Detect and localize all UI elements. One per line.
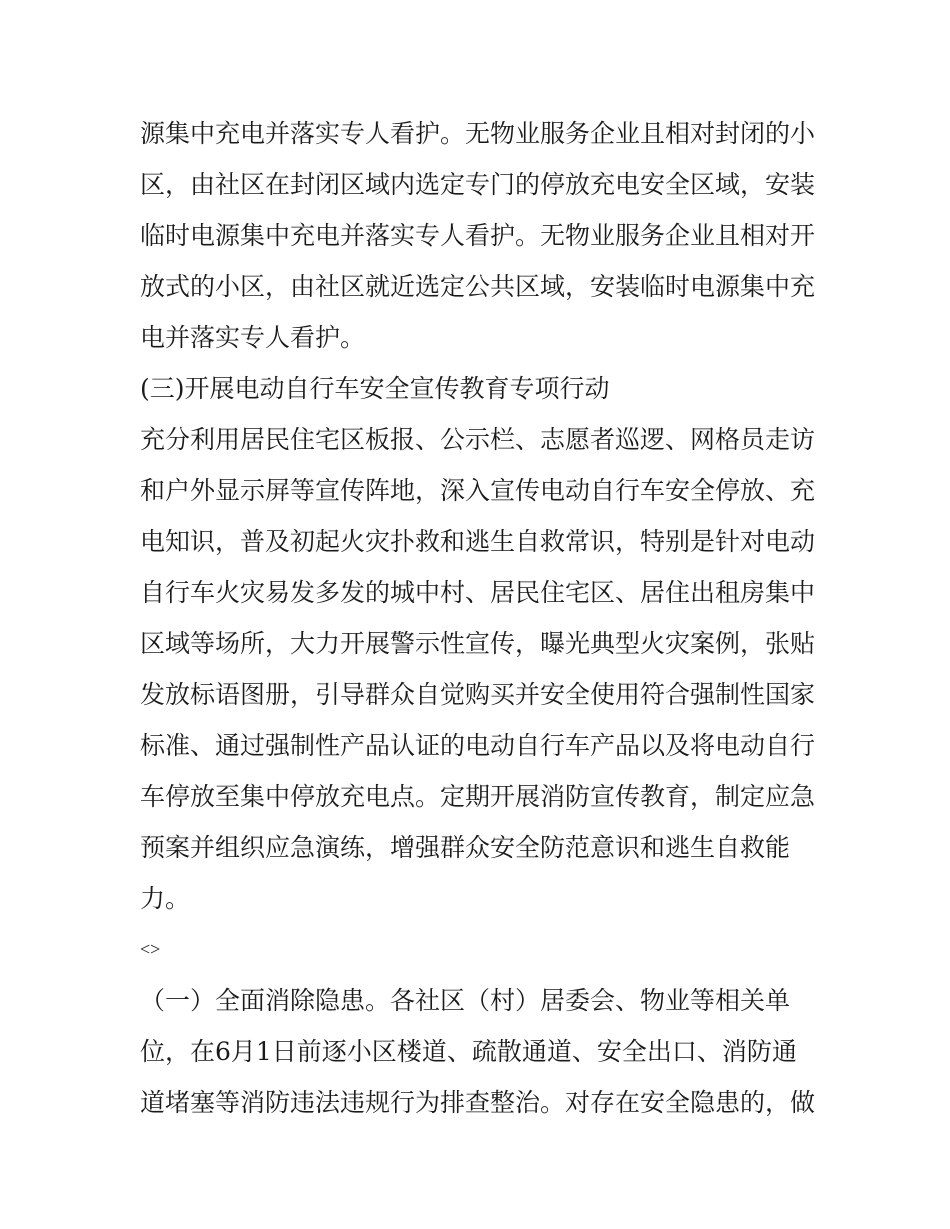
paragraph-line: 预案并组织应急演练，增强群众安全防范意识和逃生自救能 xyxy=(140,833,791,862)
paragraph-line: 发放标语图册，引导群众自觉购买并安全使用符合强制性国家 xyxy=(140,680,815,709)
paragraph-line: 电知识，普及初起火灾扑救和逃生自救常识，特别是针对电动 xyxy=(140,527,815,556)
paragraph-line: 力。 xyxy=(140,884,191,913)
paragraph-line: （一）全面消除隐患。各社区（村）居委会、物业等相关单 xyxy=(140,986,791,1015)
paragraph-line: 区域等场所，大力开展警示性宣传，曝光典型火灾案例，张贴 xyxy=(140,629,815,658)
document-body xyxy=(140,108,815,1128)
paragraph-line: 源集中充电并落实专人看护。无物业服务企业且相对封闭的小 xyxy=(140,119,815,148)
paragraph-line: 充分利用居民住宅区板报、公示栏、志愿者巡逻、网格员走访 xyxy=(140,425,815,454)
paragraph-line: 临时电源集中充电并落实专人看护。无物业服务企业且相对开 xyxy=(140,221,815,250)
paragraph-line: 电并落实专人看护。 xyxy=(140,323,366,352)
paragraph-line: 区，由社区在封闭区域内选定专门的停放充电安全区域，安装 xyxy=(140,170,815,199)
placeholder-marker: <> xyxy=(140,939,161,959)
section-heading: (三)开展电动自行车安全宣传教育专项行动 xyxy=(140,374,610,403)
paragraph-line: 放式的小区，由社区就近选定公共区域，安装临时电源集中充 xyxy=(140,272,815,301)
paragraph-line: 自行车火灾易发多发的城中村、居民住宅区、居住出租房集中 xyxy=(140,578,815,607)
paragraph-line: 和户外显示屏等宣传阵地，深入宣传电动自行车安全停放、充 xyxy=(140,476,815,505)
paragraph-line: 车停放至集中停放充电点。定期开展消防宣传教育，制定应急 xyxy=(140,782,815,811)
paragraph-line: 标准、通过强制性产品认证的电动自行车产品以及将电动自行 xyxy=(140,731,815,760)
paragraph-line: 道堵塞等消防违法违规行为排查整治。对存在安全隐患的，做 xyxy=(140,1088,815,1117)
paragraph-line: 位，在6月1日前逐小区楼道、疏散通道、安全出口、消防通 xyxy=(140,1037,797,1066)
